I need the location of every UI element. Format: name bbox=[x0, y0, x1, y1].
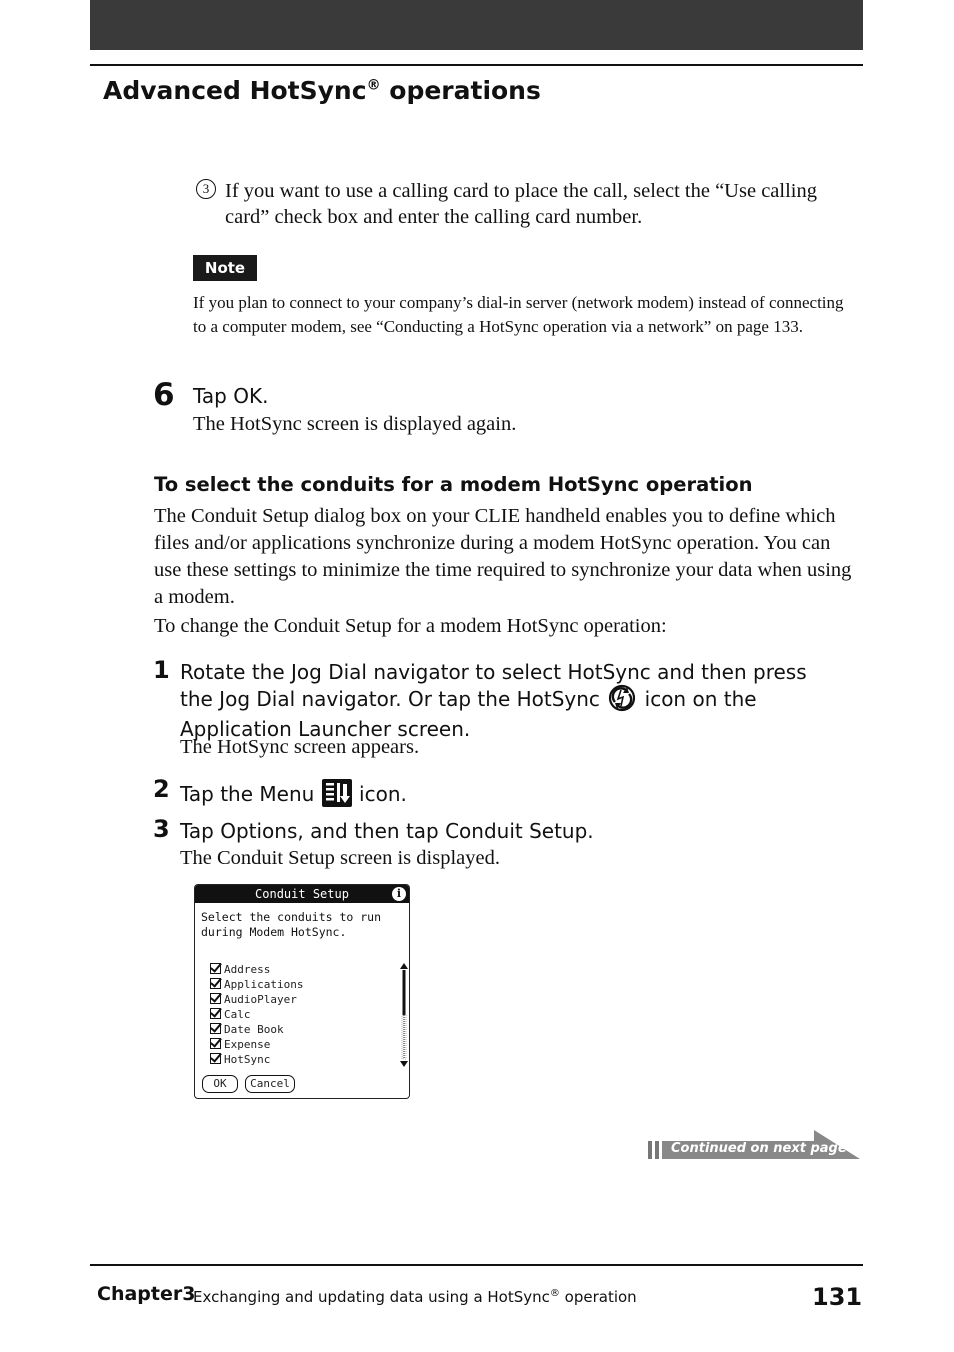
checkbox-checked-icon bbox=[210, 1008, 221, 1019]
device-title-bar bbox=[195, 885, 409, 903]
device-cancel-button: Cancel bbox=[245, 1075, 295, 1093]
substep-3-text: If you want to use a calling card to place the call, select the “Use calling card” check box and enter the calling card number. bbox=[225, 180, 817, 228]
step-1-result: The HotSync screen appears. bbox=[180, 736, 420, 758]
step-3-text: Tap Options, and then tap Conduit Setup. bbox=[180, 819, 594, 843]
conduit-item: Calc bbox=[210, 1007, 303, 1022]
header-bar bbox=[90, 0, 863, 50]
info-icon: i bbox=[392, 887, 406, 901]
note-text: If you plan to connect to your company’s dial-in server (network modem) instead of connecting to a computer modem, see “Conducting a HotSync operation via a network” on page 133. bbox=[193, 293, 844, 336]
step-6-result: The HotSync screen is displayed again. bbox=[193, 413, 517, 435]
step-2-number: 2 bbox=[153, 775, 170, 803]
device-ok-button: OK bbox=[202, 1075, 238, 1093]
page-number: 131 bbox=[812, 1283, 863, 1311]
conduit-item: Address bbox=[210, 962, 303, 977]
checkbox-checked-icon bbox=[210, 1023, 221, 1034]
section-intro: To change the Conduit Setup for a modem HotSync operation: bbox=[154, 615, 667, 637]
header-rule bbox=[90, 64, 863, 66]
note-label: Note bbox=[193, 255, 257, 281]
conduit-item: Date Book bbox=[210, 1022, 303, 1037]
continued-text: Continued on next page bbox=[671, 1141, 847, 1156]
chapter-label: Chapter3 bbox=[97, 1283, 196, 1305]
conduit-item: Applications bbox=[210, 977, 303, 992]
device-scrollbar bbox=[400, 963, 408, 1067]
step-2-text: Tap the Menu icon. bbox=[180, 778, 407, 813]
hotsync-icon bbox=[606, 684, 638, 717]
checkbox-checked-icon bbox=[210, 1053, 221, 1064]
checkbox-checked-icon bbox=[210, 1038, 221, 1049]
conduit-setup-screenshot bbox=[194, 884, 410, 1099]
step-3-result: The Conduit Setup screen is displayed. bbox=[180, 847, 500, 869]
checkbox-checked-icon bbox=[210, 978, 221, 989]
section-body: The Conduit Setup dialog box on your CLIE handheld enables you to define which files and/or applications synchronize during a modem HotSync operation. You can use these settings to minimize the time required to synchronize your data when using a modem. bbox=[154, 505, 852, 608]
step-6-number: 6 bbox=[153, 377, 175, 413]
conduit-item: HotSync bbox=[210, 1052, 303, 1067]
checkbox-checked-icon bbox=[210, 993, 221, 1004]
menu-icon bbox=[321, 778, 353, 813]
continued-banner bbox=[648, 1130, 862, 1160]
device-title: Conduit Setup bbox=[255, 887, 349, 901]
device-prompt: Select the conduits to run during Modem HotSync. bbox=[201, 910, 382, 939]
checkbox-checked-icon bbox=[210, 963, 221, 974]
step-1-text: Rotate the Jog Dial navigator to select HotSync and then press the Jog Dial navigator. Or tap the HotSync icon on the Application Launcher screen. bbox=[180, 660, 807, 741]
conduit-item: Expense bbox=[210, 1037, 303, 1052]
step-6-text: Tap OK. bbox=[193, 384, 269, 408]
step-3-number: 3 bbox=[153, 815, 170, 843]
conduit-list bbox=[210, 962, 303, 1067]
substep-marker-3: 3 bbox=[196, 179, 216, 199]
page-title: Advanced HotSync® operations bbox=[103, 76, 541, 105]
conduit-item: AudioPlayer bbox=[210, 992, 303, 1007]
section-heading: To select the conduits for a modem HotSync operation bbox=[154, 473, 753, 496]
footer-rule bbox=[90, 1264, 863, 1266]
step-1-number: 1 bbox=[153, 656, 170, 684]
chapter-title: Exchanging and updating data using a HotSync® operation bbox=[193, 1288, 637, 1306]
